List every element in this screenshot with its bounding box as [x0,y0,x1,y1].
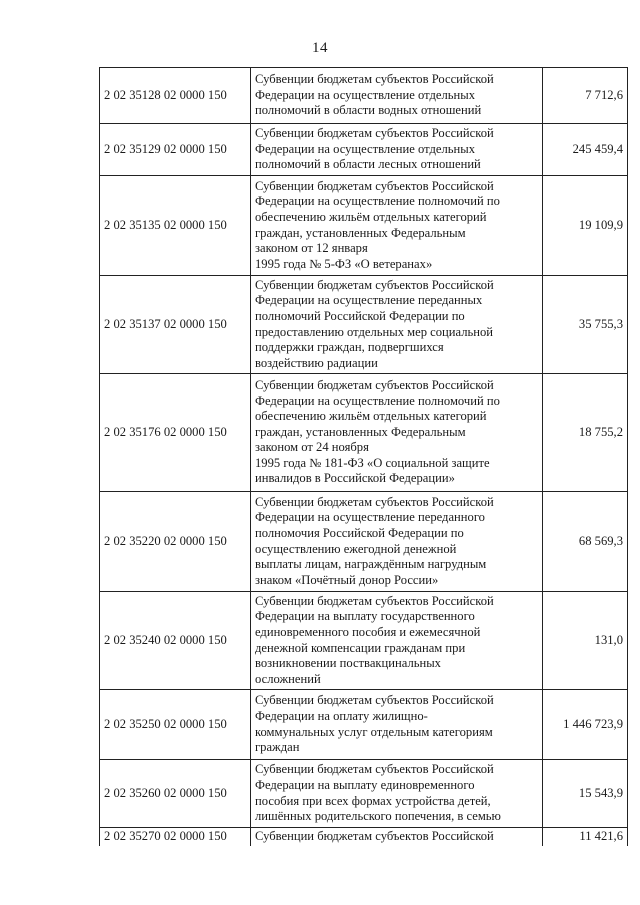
description-line: граждан, установленных Федеральным [255,225,466,240]
table-row [100,760,628,828]
description-line: Федерации на осуществление полномочий по [255,194,500,209]
description-line: полномочия Российской Федерации по [255,525,464,540]
budget-code-cell: 2 02 35240 02 0000 150 [100,592,251,690]
description-cell [251,760,543,828]
table-row [100,592,628,690]
amount-cell: 19 109,9 [543,176,628,276]
amount-cell: 18 755,2 [543,374,628,492]
description-line: пособия при всех формах устройства детей, [255,793,491,808]
page-number: 14 [312,40,328,56]
table-row [100,124,628,176]
amount-cell: 15 543,9 [543,760,628,828]
table-row [100,276,628,374]
description-line: полномочий в области лесных отношений [255,157,481,172]
description-line: Субвенции бюджетам субъектов Российской [255,178,494,193]
budget-code-cell: 2 02 35129 02 0000 150 [100,124,251,176]
budget-code-cell: 2 02 35220 02 0000 150 [100,492,251,592]
description-line: денежной компенсации гражданам при [255,640,466,655]
description-line: Федерации на осуществление отдельных [255,87,475,102]
amount-cell: 11 421,6 [543,828,628,846]
description-line: единовременного пособия и ежемесячной [255,624,481,639]
description-cell [251,124,543,176]
budget-code-cell: 2 02 35135 02 0000 150 [100,176,251,276]
description-line: полномочий Российской Федерации по [255,308,465,323]
amount-cell: 245 459,4 [543,124,628,176]
table-body [100,68,628,846]
description-line: выплаты лицам, награждённым нагрудным [255,557,487,572]
description-line: предоставлению отдельных мер социальной [255,324,494,339]
description-line: лишённых родительского попечения, в семью [255,809,501,824]
description-line: Субвенции бюджетам субъектов Российской [255,828,494,843]
description-line: коммунальных услуг отдельным категориям [255,724,493,739]
description-line: Субвенции бюджетам субъектов Российской [255,72,494,87]
description-line: знаком «Почётный донор России» [255,572,439,587]
table-row [100,176,628,276]
description-line: полномочий в области водных отношений [255,103,482,118]
table-row [100,690,628,760]
budget-code-cell: 2 02 35176 02 0000 150 [100,374,251,492]
description-line: граждан, установленных Федеральным [255,424,466,439]
description-line: возникновении поствакцинальных [255,656,441,671]
description-line: Федерации на осуществление переданных [255,293,483,308]
description-cell [251,828,543,846]
description-line: обеспечению жильём отдельных категорий [255,209,487,224]
description-line: Субвенции бюджетам субъектов Российской [255,494,494,509]
amount-cell: 1 446 723,9 [543,690,628,760]
amount-cell: 68 569,3 [543,492,628,592]
description-cell [251,592,543,690]
description-line: Субвенции бюджетам субъектов Российской [255,593,494,608]
description-line: инвалидов в Российской Федерации» [255,471,455,486]
table-row [100,492,628,592]
description-line: Федерации на выплату единовременного [255,777,475,792]
description-cell [251,690,543,760]
description-cell [251,68,543,124]
description-line: Субвенции бюджетам субъектов Российской [255,693,494,708]
description-cell [251,176,543,276]
table-row [100,828,628,846]
description-line: Федерации на осуществление переданного [255,510,485,525]
description-line: 1995 года № 181-ФЗ «О социальной защите [255,455,490,470]
description-cell [251,374,543,492]
budget-code-cell: 2 02 35137 02 0000 150 [100,276,251,374]
description-line: осложнений [255,671,321,686]
description-line: законом от 12 января [255,241,368,256]
budget-code-cell: 2 02 35260 02 0000 150 [100,760,251,828]
description-cell [251,276,543,374]
table-row [100,374,628,492]
amount-cell: 7 712,6 [543,68,628,124]
description-line: воздействию радиации [255,355,378,370]
description-line: граждан [255,740,300,755]
description-line: 1995 года № 5-ФЗ «О ветеранах» [255,256,433,271]
description-line: Субвенции бюджетам субъектов Российской [255,126,494,141]
amount-cell: 35 755,3 [543,276,628,374]
table-row [100,68,628,124]
description-line: законом от 24 ноября [255,440,369,455]
description-cell [251,492,543,592]
amount-cell: 131,0 [543,592,628,690]
description-line: Субвенции бюджетам субъектов Российской [255,377,494,392]
budget-code-cell: 2 02 35270 02 0000 150 [100,828,251,846]
description-line: обеспечению жильём отдельных категорий [255,409,487,424]
description-line: поддержки граждан, подвергшихся [255,340,444,355]
budget-revenue-table [99,67,628,846]
budget-code-cell: 2 02 35250 02 0000 150 [100,690,251,760]
description-line: Федерации на оплату жилищно- [255,708,428,723]
description-line: осуществлению ежегодной денежной [255,541,457,556]
description-line: Федерации на выплату государственного [255,609,475,624]
description-line: Федерации на осуществление полномочий по [255,393,500,408]
description-line: Субвенции бюджетам субъектов Российской [255,762,494,777]
budget-code-cell: 2 02 35128 02 0000 150 [100,68,251,124]
description-line: Субвенции бюджетам субъектов Российской [255,277,494,292]
description-line: Федерации на осуществление отдельных [255,141,475,156]
